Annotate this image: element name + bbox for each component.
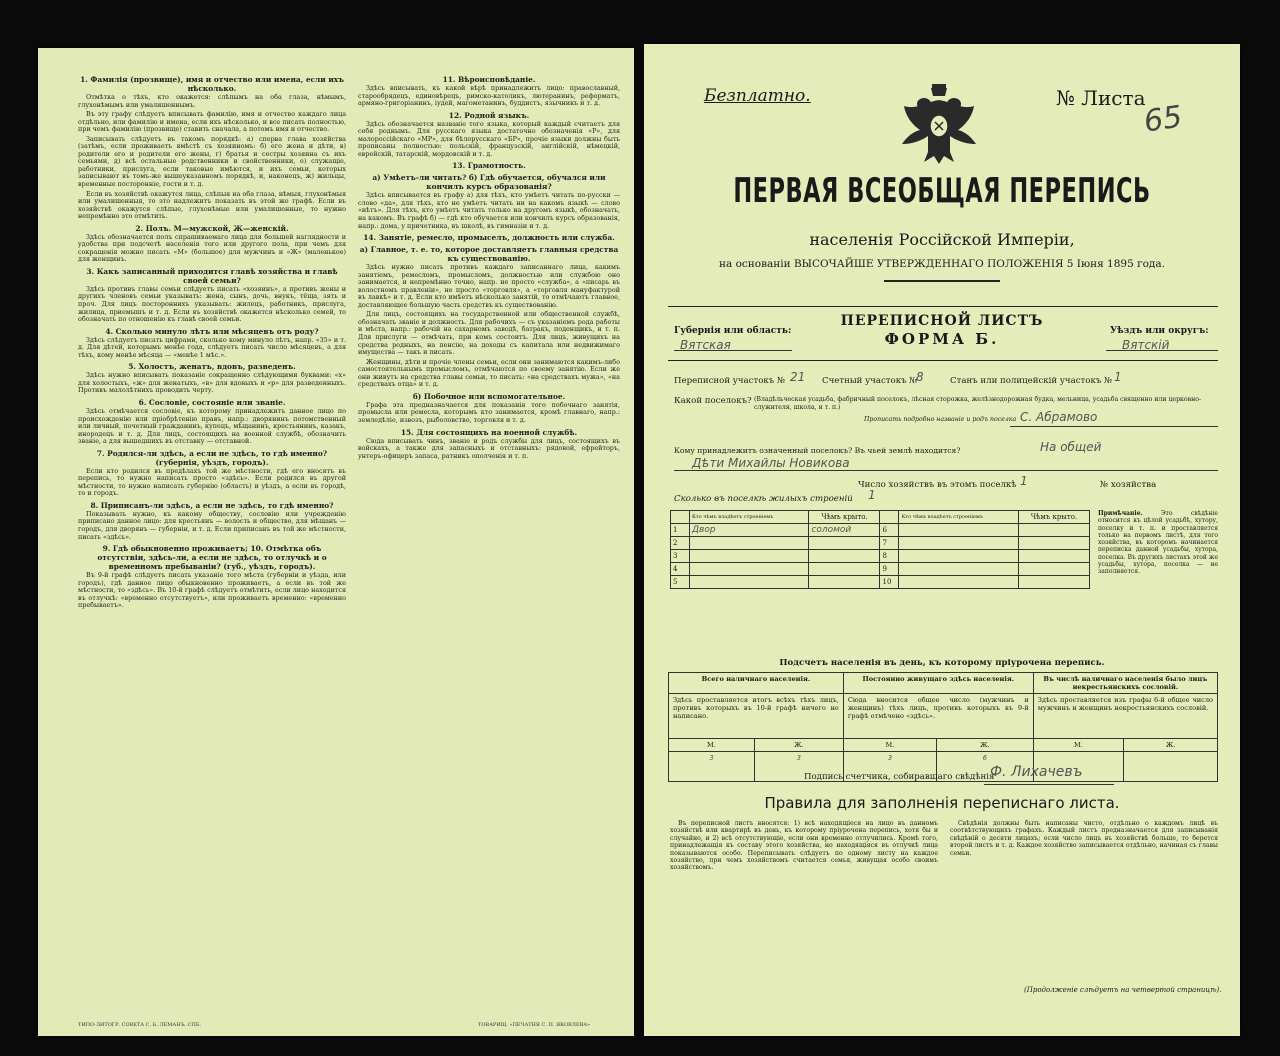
form-title — [794, 312, 1090, 348]
uezd-label: Уѣздъ или округъ: — [1110, 326, 1209, 336]
signature-value: Ф. Лихачевъ — [990, 764, 1083, 780]
instruction-heading: 8. Приписанъ-ли здѣсь, а если не здѣсь, то гдѣ именно? — [90, 500, 334, 510]
form-title-line-1: ПЕРЕПИСНОЙ ЛИСТЪ — [840, 313, 1044, 329]
table-cell — [690, 537, 809, 550]
instruction-paragraph: Для лицъ, состоящихъ на государственной или общественной службѣ, обозначать званіе и должность. Для рабочихъ — съ указаніемъ рода работы и мѣста, напр.: рабочій на сахарномъ заводѣ, батракъ, поденщикъ, и т. п. Для прислуги — отмѣчать, при комъ состоитъ. Для лицъ, живущихъ на средства родныхъ, на пенсію, на доходы съ капитала или недвижимаго имущества — такъ и писать. — [358, 310, 620, 357]
instruction-paragraph: Въ 9-й графѣ слѣдуетъ писать указаніе того мѣста (губерніи и уѣзда, или городъ), гдѣ данное лицо обыкновенно проживаетъ, а если въ той же мѣстности, то «здѣсь». Въ 10-й графѣ слѣдуетъ отмѣтить, если лицо находится въ отлучкѣ: «временно отсутствуетъ», или проживаетъ временно: «временно пребываетъ». — [78, 571, 346, 610]
instruction-paragraph: Здѣсь нужно вписывать показаніе сокращенно слѣдующими буквами: «х» для холостыхъ, «ж» для женатыхъ, «в» для вдовыхъ и «р» для разведенныхъ. Противъ малолѣтнихъ проводить черту. — [78, 371, 346, 395]
printer-footer-right: ТОВАРИЩ. «ПЕЧАТНЯ С. П. ЯКОВЛЕВА» — [478, 1022, 591, 1028]
right-page — [644, 44, 1240, 1036]
divider — [668, 360, 1218, 361]
rules-title: Правила для заполненія переписнаго листа. — [764, 794, 1120, 812]
table-header: Кто чѣмъ владѣетъ строеніемъ — [899, 511, 1018, 524]
summary-note: Здѣсь проставляется итогъ всѣхъ тѣхъ лицъ, противъ которыхъ въ 10-й графѣ ничего не написано. — [669, 694, 844, 739]
table-cell: 7 — [880, 537, 899, 550]
male-label: М. — [843, 739, 936, 752]
owner-underline — [674, 470, 1218, 471]
table-row — [671, 563, 1090, 576]
stan-label: Станъ или полицейскій участокъ № — [950, 376, 1113, 386]
left-page — [38, 48, 634, 1036]
table-cell — [1018, 563, 1089, 576]
summary-value: 3 — [669, 752, 755, 782]
posel-value: С. Абрамово — [1020, 410, 1098, 424]
owner-label: Кому принадлежитъ означенный поселокъ? Въ чьей землѣ находится? — [674, 446, 961, 455]
summary-value: 3 — [754, 752, 843, 782]
instruction-heading: 4. Сколько минуло лѣтъ или мѣсяцевъ отъ роду? — [105, 326, 319, 336]
table-cell: 5 — [671, 576, 690, 589]
instructions-column-1 — [78, 72, 346, 612]
legal-basis: на основаніи ВЫСОЧАЙШЕ УТВЕРЖДЕННАГО ПОЛОЖЕНІЯ 5 Іюня 1895 года. — [718, 258, 1165, 270]
table-cell — [899, 576, 1018, 589]
document-subtitle: населенія Россійской Имперіи, — [809, 230, 1075, 249]
table-cell — [1018, 576, 1089, 589]
form-title-line-2: ФОРМА Б. — [884, 330, 1000, 348]
instruction-paragraph: Здѣсь слѣдуетъ писать цифрами, сколько кому минуло лѣтъ, напр. «35» и т. д. Для дѣтей, которымъ менѣе года, слѣдуетъ писать число мѣсяцевъ, а для тѣхъ, кому менѣе мѣсяца — «менѣе 1 мѣс.». — [78, 335, 346, 359]
table-cell — [899, 550, 1018, 563]
grid-note — [1098, 510, 1218, 576]
uezd-underline — [1106, 350, 1218, 351]
instruction-paragraph: Если въ хозяйствѣ окажутся лица, слѣпыя на оба глаза, нѣмыя, глухонѣмыя или умалишенныя, то это надлежитъ показать въ этой же графѣ. Если въ хозяйствѣ окажутся слѣпые, глухонѣмые или умалишенные, то нужно непремѣнно это отмѣтить. — [78, 189, 346, 221]
table-cell: 4 — [671, 563, 690, 576]
instruction-paragraph: Здѣсь обозначается названіе того языка, который каждый считаетъ для себя роднымъ. Для русскаго языка достаточно обозначенія «Р», для малороссійскаго «МР», для бѣлорусскаго «БР», прочіе языки должны быть прописаны полностью: польскій, французскій, англійскій, нѣмецкій, еврейскій, татарскій, мордовскій и т. д. — [358, 119, 620, 158]
owner-value: На общей — [1040, 440, 1102, 454]
table-cell — [899, 537, 1018, 550]
buildings-table — [670, 510, 1090, 589]
table-cell: 1 — [671, 524, 690, 537]
table-cell: 8 — [880, 550, 899, 563]
table-cell: 2 — [671, 537, 690, 550]
grid-note-title: Примѣчаніе. — [1098, 510, 1143, 517]
summary-value — [1124, 752, 1218, 782]
free-label: Безплатно. — [704, 86, 811, 106]
table-cell: 6 — [880, 524, 899, 537]
households-value: 1 — [1020, 474, 1028, 488]
population-summary-table — [668, 672, 1218, 782]
document-title: ПЕРВАЯ ВСЕОБЩАЯ ПЕРЕПИСЬ — [733, 170, 1151, 211]
schet-value: 8 — [916, 370, 924, 384]
table-row — [671, 537, 1090, 550]
table-cell — [690, 563, 809, 576]
instruction-heading: а) Умѣетъ-ли читать? б) Гдѣ обучается, обучался или кончилъ курсъ образованія? — [372, 173, 606, 192]
summary-value: 3 — [843, 752, 936, 782]
divider — [668, 306, 1218, 307]
instruction-heading: 12. Родной языкъ. — [448, 110, 530, 120]
uezd-value: Вятскій — [1122, 338, 1170, 352]
table-row — [671, 576, 1090, 589]
instruction-heading: а) Главное, т. е. то, которое доставляетъ главныя средства къ существованію. — [359, 245, 619, 264]
sheet-number-value: 65 — [1141, 99, 1185, 140]
instruction-paragraph: Женщины, дѣти и прочіе члены семьи, если они занимаются какимъ-либо самостоятельнымъ промысломъ, отмѣчаются по своему занятію. Если же они живутъ на средства главы семьи, то писать: «на средствахъ мужа», «на средствахъ отца» и т. д. — [358, 357, 620, 389]
male-label: М. — [669, 739, 755, 752]
gubernia-underline — [674, 350, 792, 351]
sheet-number-label: № Листа — [1056, 86, 1146, 110]
table-cell: 3 — [671, 550, 690, 563]
table-cell: соломой — [809, 524, 880, 537]
instructions-column-2 — [358, 72, 620, 462]
summary-note: Здѣсь проставляется изъ графы 6-й общее число мужчинъ и женщинъ некрестьянскихъ сословій. — [1033, 694, 1217, 739]
table-cell — [899, 563, 1018, 576]
table-header: Чѣмъ крыто. — [809, 511, 880, 524]
instruction-heading: 9. Гдѣ обыкновенно проживаетъ; 10. Отмѣтка объ отсутствіи, здѣсь-ли, а если не здѣсь, то отлучкѣ и о временномъ пребываніи? (губ., уѣздъ, городъ). — [97, 544, 327, 572]
uchastok-value: 21 — [790, 370, 806, 384]
table-cell — [690, 550, 809, 563]
table-cell — [1018, 524, 1089, 537]
gubernia-value: Вятская — [680, 338, 731, 352]
table-row — [671, 524, 1090, 537]
instruction-heading: 13. Грамотность. — [452, 161, 526, 171]
instruction-heading: 5. Холостъ, женатъ, вдовъ, разведенъ. — [128, 362, 296, 372]
buildings-label: Сколько въ поселкѣ жилыхъ строеній — [674, 494, 853, 504]
instruction-heading: 11. Вѣроисповѣданіе. — [442, 75, 536, 84]
male-label: М. — [1033, 739, 1123, 752]
instruction-paragraph: Показывать нужно, къ какому обществу, сословію или учрежденію приписано данное лицо: для крестьянъ — волость и общество, для мѣщанъ — городъ, для дворянъ — губерніи, и т. д. Если приписанъ въ той же мѣстности, писать «здѣсь». — [78, 509, 346, 541]
table-cell: 9 — [880, 563, 899, 576]
instruction-heading: б) Побочное или вспомогательное. — [412, 391, 566, 401]
instruction-paragraph: Здѣсь вписывать, къ какой вѣрѣ принадлежитъ лицо: православный, старообрядецъ, единовѣрецъ, римско-католикъ, лютеранинъ, реформатъ, армяно-григоріанинъ, іудей, магометанинъ, буддистъ, язычникъ и т. д. — [358, 84, 620, 108]
table-header: Чѣмъ крыто. — [1018, 511, 1089, 524]
instruction-paragraph: Въ эту графу слѣдуетъ вписывать фамилію, имя и отчество каждаго лица отдѣльно, или фамилію и имена, если ихъ нѣсколько, и все писать полностью, при чемъ фамилію (прозвище) ставить сначала, а потомъ имя и отчество. — [78, 110, 346, 134]
instruction-heading: 14. Занятіе, ремесло, промыселъ, должность или служба. — [363, 233, 615, 243]
table-header-row — [671, 511, 1090, 524]
table-cell — [690, 576, 809, 589]
instruction-heading: 1. Фамилія (прозвище), имя и отчество или имена, если ихъ нѣсколько. — [80, 75, 344, 93]
instruction-paragraph: Записывать слѣдуетъ въ такомъ порядкѣ: а) сперва глава хозяйства (затѣмъ, если проживаетъ вмѣстѣ съ хозяиномъ: б) его жена и дѣти, в) родители его и родители его жены, г) братья и сестры хозяина съ ихъ семьями, д) всѣ остальные родственники и свойственники, е) служащіе, работники, прислуга, если таковые имѣются, и ихъ семьи, которых записывают въ томъ-же вышеуказанномъ порядкѣ, и, наконецъ, ж) жильцы, временные посторонніе, гости и т. д. — [78, 134, 346, 189]
table-cell: Двор — [690, 524, 809, 537]
rules-text: Свѣдѣнія должны быть написаны чисто, отдѣльно о каждомъ лицѣ въ соотвѣтствующихъ графахъ. Каждый листъ предназначается для записыванія свѣдѣній о десяти лицахъ; если число лицъ въ хозяйствѣ больше, то берется второй листъ и т. д. Каждое хозяйство записывается отдѣльно, начиная съ главы семьи. — [950, 820, 1218, 857]
table-cell — [809, 576, 880, 589]
rules-column-1 — [670, 820, 938, 874]
signature-label: Подпись счетчика, собиравшаго свѣдѣнія — [804, 772, 995, 782]
schet-label: Счетный участокъ № — [822, 376, 918, 386]
instruction-heading: 6. Сословіе, состояніе или званіе. — [138, 397, 286, 407]
instruction-heading: 15. Для состоящихъ на военной службѣ. — [400, 427, 578, 437]
owner-value-2: Дѣти Михайлы Новикова — [692, 456, 850, 470]
summary-note: Сюда вносится общее число (мужчинъ и женщинъ) тѣхъ лицъ, противъ которыхъ въ 9-й графѣ отмѣчено «здѣсь». — [843, 694, 1033, 739]
table-cell: 10 — [880, 576, 899, 589]
instruction-paragraph: Здѣсь вписывается въ графу а) для тѣхъ, кто умѣетъ читать по-русски — слово «да», для тѣхъ, кто не умѣетъ читать ни на какомъ языкѣ — слово «нѣтъ». Для тѣхъ, кто умѣетъ читать только на другомъ языкѣ, обозначать, на какомъ. Въ графѣ б) — гдѣ кто обучается или кончилъ курсъ образованія, напр.: дома, у причетника, въ школѣ, въ гимназіи и т. д. — [358, 191, 620, 230]
rules-column-2 — [950, 820, 1218, 859]
posel-label: Какой поселокъ? — [674, 396, 752, 406]
divider — [884, 280, 1000, 282]
instruction-paragraph: Здѣсь обозначается полъ спрашиваемаго лица для большей наглядности и удобства при подсчетѣ населенія того или другого пола, при чемъ для сокращенія можно писать «М» (большое) для мужчинъ и «Ж» (маленькое) для женщинъ. — [78, 232, 346, 264]
instruction-paragraph: Отмѣтка о тѣхъ, кто окажется: слѣпымъ на оба глаза, нѣмымъ, глухонѣмымъ или умалишеннымъ. — [78, 93, 346, 109]
instruction-paragraph: Здѣсь нужно писать противъ каждаго записаннаго лица, какимъ занятіемъ, ремесломъ, промысломъ, должностью или службою оно занимается, и непремѣнно точно, напр. не просто «служба», а «писарь въ волостномъ правленіи», не просто «торговля», а «торговля мануфактурой въ лавкѣ» и т. д. Если кто имѣетъ нѣсколько занятій, то отмѣчаютъ главное, доставляющее большую часть средствъ къ существованію. — [358, 263, 620, 309]
instruction-paragraph: Здѣсь противъ главы семьи слѣдуетъ писать «хозяинъ», а противъ жены и другихъ членовъ семьи указывать: жена, сынъ, дочь, внукъ, тёща, зять и проч. Для лицъ постороннихъ указывать: жилецъ, работникъ, прислуга, жилица, приемышъ и т. д. Если въ хозяйствѣ окажется нѣсколько семей, то обозначать по отношенію къ главѣ своей семьи. — [78, 284, 346, 324]
table-cell — [809, 537, 880, 550]
summary-title: Подсчетъ населенія въ день, къ которому пріурочена перепись. — [779, 658, 1105, 668]
instruction-heading: 3. Какъ записанный приходится главѣ хозяйства и главѣ своей семьи? — [86, 266, 338, 285]
continuation-note: (Продолженіе слѣдуетъ на четвертой страницѣ). — [1024, 986, 1222, 994]
summary-value: 6 — [937, 752, 1034, 782]
table-cell — [1018, 537, 1089, 550]
female-label: Ж. — [1124, 739, 1218, 752]
printer-footer-left: ТИПО-ЛИТОГР. СОВЕТА С. Б. ЛЕМАНЪ. СПБ. — [78, 1022, 202, 1028]
summary-header: Всего наличнаго населенія. — [669, 673, 844, 694]
table-cell — [809, 563, 880, 576]
imperial-eagle-emblem — [896, 82, 982, 166]
summary-header: Въ числѣ наличнаго населенія было лицъ некрестьянскихъ сословій. — [1033, 673, 1217, 694]
posel-underline — [1010, 426, 1218, 427]
uchastok-label: Переписной участокъ № — [674, 376, 786, 386]
gubernia-label: Губернія или область: — [674, 326, 792, 336]
households-label: Число хозяйствъ въ этомъ поселкѣ — [858, 480, 1017, 490]
table-cell — [899, 524, 1018, 537]
female-label: Ж. — [754, 739, 843, 752]
buildings-value: 1 — [868, 488, 876, 502]
instruction-paragraph: Графа эта предназначается для показанія того побочнаго занятія, промысла или ремесла, которымъ кто занимается, кромѣ главнаго, напр.: земледѣліе, извозъ, рыболовство, торговля и т. д. — [358, 400, 620, 424]
instruction-paragraph: Сюда вписывать чинъ, званіе и родъ службы для лицъ, состоящихъ въ войскахъ, а также для запасныхъ и отставныхъ: рядовой, ефрейторъ, унтеръ-офицеръ запаса, ратникъ ополченія и т. п. — [358, 436, 620, 460]
stan-value: 1 — [1114, 370, 1122, 384]
instruction-heading: 2. Полъ. М—мужской, Ж—женскій. — [135, 223, 289, 233]
instruction-heading: 7. Родился-ли здѣсь, а если не здѣсь, то гдѣ именно? (губернія, уѣздъ, городъ). — [96, 448, 328, 467]
female-label: Ж. — [937, 739, 1034, 752]
table-row — [671, 550, 1090, 563]
instruction-paragraph: Если кто родился въ предѣлахъ той же мѣстности, гдѣ его вносятъ въ перепись, то нужно написать просто «здѣсь». Если родился въ другой мѣстности, то нужно написать губернію (область) и уѣздъ, а если въ городѣ, то и городъ. — [78, 466, 346, 498]
grid-note-text: Это свѣдѣніе относится къ цѣлой усадьбѣ, хутору, поселку и т. п. и проставляется только на первомъ листѣ, для того хозяйства, въ которомъ начинается переписка данной усадьбы, хутора, поселка. Въ другихъ листахъ этой же усадьбы, хутора, поселка — не заполняется. — [1098, 510, 1218, 576]
rules-text: Въ переписной листъ вносятся: 1) всѣ находящіеся на лицо въ данномъ хозяйствѣ или квартирѣ въ день, къ которому пріурочена перепись, хотя бы и случайно, и 2) всѣ отсутствующіе, если они временно отлучились. Кромѣ того, принадлежащія къ составу этого хозяйства, но находящіяся въ отлучкѣ лица показываются особо. Переписывать слѣдуетъ по одному листу на каждое хозяйство, при чемъ хозяйствомъ считается семья, живущая особо своимъ хозяйствомъ. — [670, 820, 938, 872]
table-header: Кто чѣмъ владѣетъ строеніемъ — [690, 511, 809, 524]
posel-note: (Владѣльческая усадьба, фабричный поселокъ, лѣсная сторожка, желѣзнодорожная будка, мельница, усадьба священно или церковно-служителя, школа, и т. п.) — [754, 396, 1202, 411]
instruction-paragraph: Здѣсь отмѣчается сословіе, къ которому принадлежитъ данное лицо по происхожденію или пріобрѣтенію правъ, напр.: дворянинъ потомственный или личный, почетный гражданинъ, купецъ, мѣщанинъ, крестьянинъ, казакъ, инородецъ и т. д. Для лицъ, состоящихъ на военной службѣ, обозначить званіе, а для вышедшихъ въ отставку — отставной. — [78, 406, 346, 446]
household-number-label: № хозяйства — [1100, 480, 1157, 490]
table-cell — [1018, 550, 1089, 563]
posel-hint: Прописать подробно названіе и родъ поселка — [864, 416, 1017, 423]
summary-header: Постоянно живущаго здѣсь населенія. — [843, 673, 1033, 694]
signature-underline — [984, 784, 1114, 785]
table-cell — [809, 550, 880, 563]
